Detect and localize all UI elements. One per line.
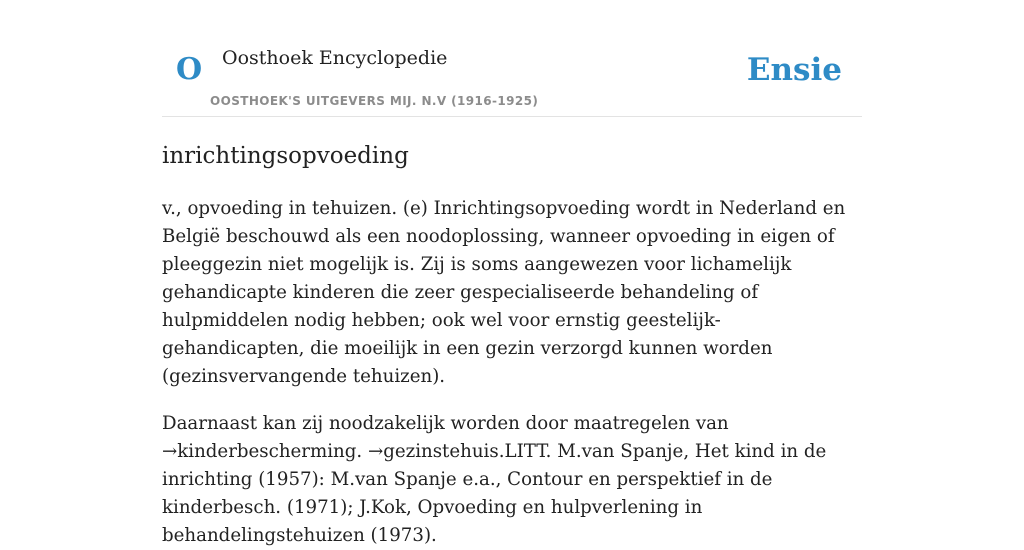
ensie-brand-link[interactable]: Ensie xyxy=(746,52,842,88)
entry-card xyxy=(162,0,862,550)
publication-logo[interactable]: O xyxy=(176,52,203,87)
entry-paragraph: v., opvoeding in tehuizen. (e) Inrichtingsopvoeding wordt in Nederland en België beschouwd als een noodoplossing, wanneer opvoeding in eigen of pleeggezin niet mogelijk is. Zij is soms aangewezen voor lichamelijk gehandicapte kinderen die zeer gespecialiseerde behandeling of hulpmiddelen nodig hebben; ook wel voor ernstig geestelijk-gehandicapten, die moeilijk in een gezin verzorgd kunnen worden (gezinsvervangende tehuizen). xyxy=(162,198,846,387)
publication-title[interactable]: Oosthoek Encyclopedie xyxy=(222,47,448,69)
publication-header xyxy=(162,0,862,117)
entry-paragraph: Daarnaast kan zij noodzakelijk worden door maatregelen van →kinderbescherming. →gezinstehuis.LITT. M.van Spanje, Het kind in de inrichting (1957): M.van Spanje e.a., Contour en perspektief in de kinderbesch. (1971); J.Kok, Opvoeding en hulpverlening in behandelingstehuizen (1973). xyxy=(162,413,827,546)
publisher-label: OOSTHOEK'S UITGEVERS MIJ. N.V (1916-1925) xyxy=(210,94,539,108)
entry-title: inrichtingsopvoeding xyxy=(162,143,409,169)
